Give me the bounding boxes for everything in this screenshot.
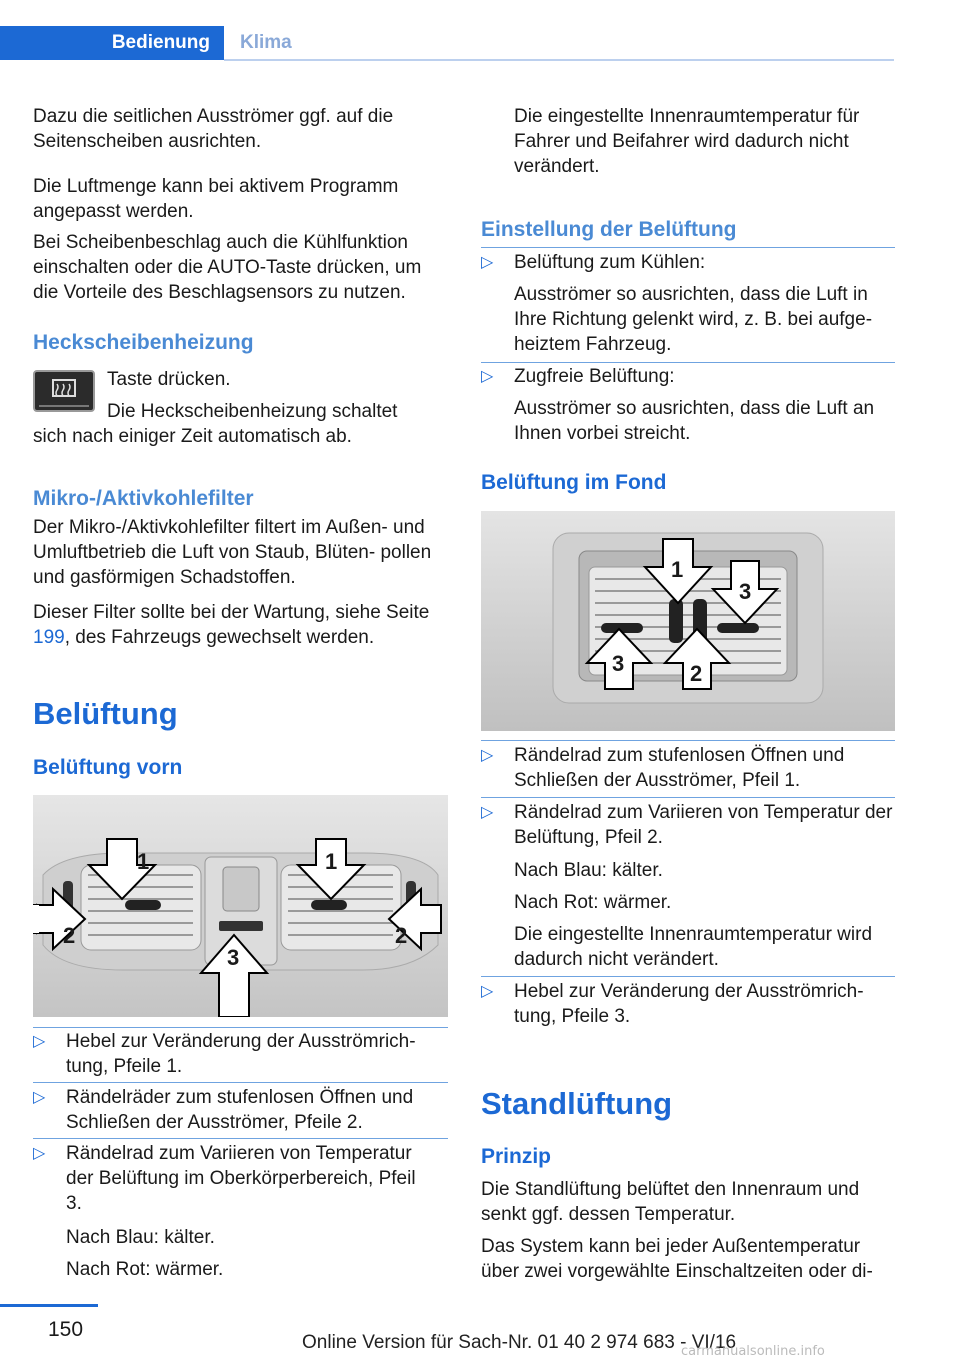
list-item <box>481 250 895 275</box>
list-item <box>33 1029 448 1079</box>
text: Dieser Filter sollte bei der Wartung, siehe Seite <box>33 602 430 623</box>
divider <box>481 740 895 741</box>
list-item <box>481 800 895 850</box>
figure-label: 2 <box>395 923 408 948</box>
header-tabs <box>0 0 960 62</box>
paragraph: Die eingestellte Innenraumtemperatur wird dadurch nicht verändert. <box>514 924 873 970</box>
list-item <box>481 979 895 1029</box>
figure-label: 1 <box>137 849 150 874</box>
triangle-bullet-icon: ▷ <box>33 1089 46 1106</box>
footer-line <box>0 1304 98 1307</box>
heading-einstellung: Einstellung der Belüftung <box>481 218 737 241</box>
paragraph: Die Heckscheibenheizung schaltet <box>107 401 398 422</box>
heading-filter: Mikro-/Aktivkohlefilter <box>33 487 254 510</box>
list-item <box>33 1085 448 1135</box>
paragraph: Nach Rot: wärmer. <box>66 1259 224 1280</box>
list-item-text: Zugfreie Belüftung: <box>514 366 675 387</box>
heading-belueftung: Belüftung <box>33 696 178 731</box>
triangle-bullet-icon: ▷ <box>481 368 494 385</box>
list-item-text: Belüftung zum Kühlen: <box>514 252 706 273</box>
text: , des Fahrzeugs gewechselt werden. <box>64 627 375 648</box>
paragraph: Ausströmer so ausrichten, dass die Luft in Ihre Richtung gelenkt wird, z. B. bei aufge- heiztem Fahrzeug. <box>514 284 873 355</box>
tab-bedienung[interactable]: Bedienung <box>0 26 224 60</box>
paragraph: Die eingestellte Innenraumtemperatur für Fahrer und Beifahrer wird dadurch nicht verändert. <box>514 106 860 177</box>
list-item <box>481 743 895 793</box>
figure-label: 1 <box>325 849 338 874</box>
figure-label: 3 <box>739 579 752 604</box>
triangle-bullet-icon: ▷ <box>481 804 494 821</box>
divider <box>33 1027 448 1028</box>
list-item-text: Rändelrad zum Variieren von Temperatur der Belüftung im Oberkörperbereich, Pfeil 3. <box>66 1143 416 1214</box>
footer-text: Online Version für Sach-Nr. 01 40 2 974 683 - VI/16 <box>302 1332 737 1353</box>
figure-label: 3 <box>612 651 625 676</box>
watermark: carmanualsonline.info <box>681 1344 825 1359</box>
paragraph: sich nach einiger Zeit automatisch ab. <box>33 426 352 447</box>
triangle-bullet-icon: ▷ <box>481 747 494 764</box>
figure-label: 1 <box>671 557 684 582</box>
tab-underline <box>224 59 894 61</box>
paragraph: Nach Rot: wärmer. <box>514 892 672 913</box>
list-item-text: Hebel zur Veränderung der Ausströmrich- tung, Pfeile 1. <box>66 1031 416 1077</box>
paragraph: Taste drücken. <box>107 369 231 390</box>
paragraph: Die Standlüftung belüftet den Innenraum und senkt ggf. dessen Temperatur. <box>481 1179 860 1225</box>
divider <box>481 362 895 363</box>
rear-defrost-button-icon <box>33 370 95 412</box>
divider <box>481 797 895 798</box>
triangle-bullet-icon: ▷ <box>33 1033 46 1050</box>
paragraph: Der Mikro-/Aktivkohlefilter filtert im Außen- und Umluftbetrieb die Luft von Staub, Blüten- pollen und gasförmigen Schadstoffen. <box>33 517 432 588</box>
divider <box>33 1082 448 1083</box>
triangle-bullet-icon: ▷ <box>33 1145 46 1162</box>
heading-standlueftung: Standlüftung <box>481 1086 673 1121</box>
list-item-text: Rändelrad zum stufenlosen Öffnen und Schließen der Ausströmer, Pfeil 1. <box>514 745 845 791</box>
divider <box>481 976 895 977</box>
paragraph: Dazu die seitlichen Ausströmer ggf. auf die Seitenscheiben ausrichten. <box>33 106 394 152</box>
front-vents-image <box>33 795 448 1017</box>
page-number: 150 <box>48 1318 84 1341</box>
paragraph: Nach Blau: kälter. <box>514 860 663 881</box>
list-item <box>481 364 895 389</box>
divider <box>33 1138 448 1139</box>
heading-prinzip: Prinzip <box>481 1145 552 1168</box>
divider <box>481 247 895 248</box>
page-link[interactable]: 199 <box>33 627 65 648</box>
rear-vents-image <box>481 511 895 731</box>
list-item-text: Rändelrad zum Variieren von Temperatur der Belüftung, Pfeil 2. <box>514 802 893 848</box>
triangle-bullet-icon: ▷ <box>481 983 494 1000</box>
list-item <box>33 1141 448 1216</box>
tab-klima[interactable]: Klima <box>240 32 292 53</box>
paragraph: Die Luftmenge kann bei aktivem Programm angepasst werden. <box>33 176 399 222</box>
list-item-text: Hebel zur Veränderung der Ausströmrich- tung, Pfeile 3. <box>514 981 864 1027</box>
triangle-bullet-icon: ▷ <box>481 254 494 271</box>
paragraph: Nach Blau: kälter. <box>66 1227 215 1248</box>
paragraph: Bei Scheibenbeschlag auch die Kühlfunktion einschalten oder die AUTO-Taste drücken, um die Vorteile des Beschlagsensors zu nutzen. <box>33 232 422 303</box>
paragraph: Ausströmer so ausrichten, dass die Luft an Ihnen vorbei streicht. <box>514 398 875 444</box>
heading-fond: Belüftung im Fond <box>481 471 667 494</box>
heading-heckscheibenheizung: Heckscheibenheizung <box>33 331 254 354</box>
figure-label: 2 <box>63 923 76 948</box>
list-item-text: Rändelräder zum stufenlosen Öffnen und Schließen der Ausströmer, Pfeile 2. <box>66 1087 414 1133</box>
figure-label: 3 <box>227 945 240 970</box>
heading-belueftung-vorn: Belüftung vorn <box>33 756 183 779</box>
figure-label: 2 <box>690 661 703 686</box>
paragraph <box>33 600 449 650</box>
paragraph: Das System kann bei jeder Außentemperatur über zwei vorgewählte Einschaltzeiten oder di- <box>481 1236 873 1282</box>
